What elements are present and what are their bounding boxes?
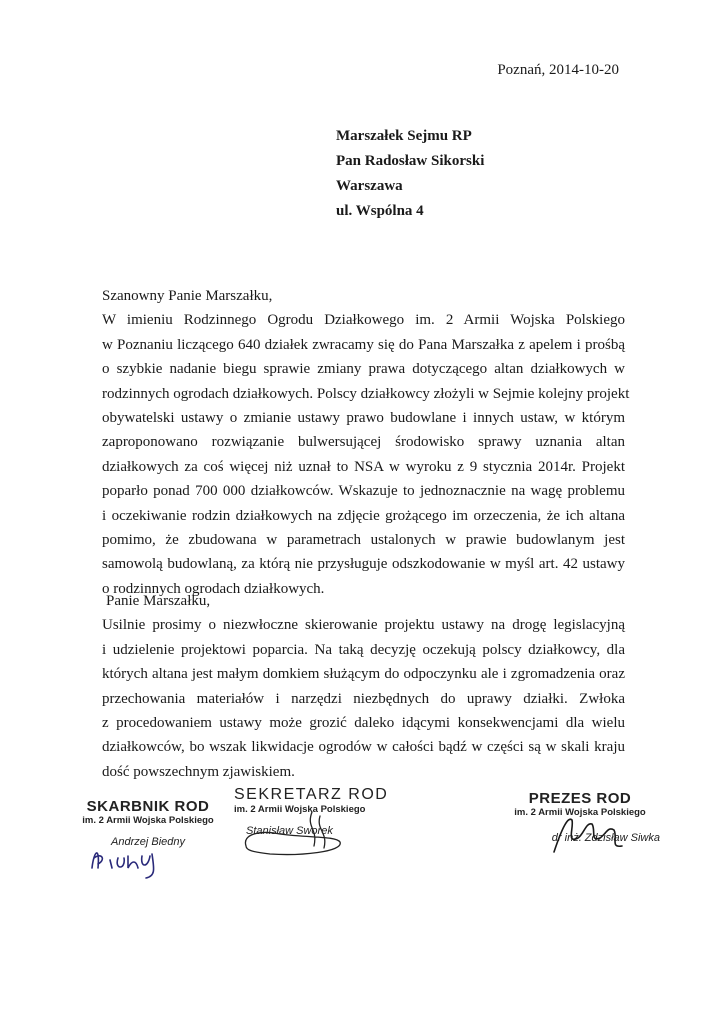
letter-body-part2 [102, 589, 625, 784]
stamp-title: SEKRETARZ ROD [234, 786, 389, 803]
paragraph-line: działkowców, bo wszak likwidacje ogrodów w całości bądź w części są w skali kraju [102, 739, 625, 756]
paragraph-line: pomimo, że zbudowana w parametrach ustalonych w prawie budowlanym jest [102, 532, 625, 549]
letter-date: Poznań, 2014-10-20 [497, 62, 619, 78]
paragraph-line: poparło ponad 700 000 działkowców. Wskazuje to jednoznacznie na wagę problemu [102, 483, 625, 500]
paragraph-line: rodzinnych ogrodach działkowych. Polscy działkowcy złożyli w Sejmie kolejny projekt [102, 385, 630, 402]
addressee-line: Warszawa [336, 178, 403, 194]
treasurer-signature [84, 838, 174, 880]
paragraph-line: samowolą budowlaną, za którą nie przysługuje odszkodowanie w myśl art. 42 ustawy [102, 556, 625, 573]
addressee-block [336, 124, 484, 224]
president-signature [548, 808, 628, 858]
paragraph-line: i udzielenie projektowi poparcia. Na taką decyzję oczekują polscy działkowcy, dla [102, 641, 625, 658]
stamp-subtitle: im. 2 Armii Wojska Polskiego [234, 804, 366, 815]
paragraph-line: o szybkie nadanie biegu sprawie zmiany prawa dotyczącego altan działkowych w [102, 361, 625, 378]
paragraph-line: i oczekiwanie rodzin działkowych na zdjęcie grożącego im orzeczenia, że ich altana [102, 507, 625, 524]
paragraph-line: Usilnie prosimy o niezwłoczne skierowanie projektu ustawy na drogę legislacyjną [102, 617, 625, 634]
stamp-name: dr inż. Zdzisław Siwka [551, 832, 660, 844]
addressee-line: Pan Radosław Sikorski [336, 153, 485, 169]
salutation-2: Panie Marszałku, [106, 593, 211, 609]
letter-body-part1 [102, 284, 630, 601]
paragraph-line: których altana jest małym domkiem służącym do odpoczynku ale i zgromadzenia oraz [102, 666, 625, 683]
paragraph-2 [102, 613, 625, 784]
stamp-subtitle: im. 2 Armii Wojska Polskiego [82, 815, 214, 826]
paragraph-line: z procedowaniem ustawy może grozić daleko idącymi konsekwencjami dla wielu [102, 715, 625, 732]
stamp-name: Stanisław Sworek [246, 825, 333, 837]
stamp-title: PREZES ROD [528, 790, 632, 807]
stamp-name: Andrzej Biedny [111, 836, 185, 848]
salutation: Szanowny Panie Marszałku, [102, 288, 273, 304]
paragraph-line: obywatelski ustawy o zmianie ustawy prawo budowlane i innych ustaw, w którym [102, 410, 625, 427]
paragraph-line: przechowania materiałów i narzędzi niezbędnych do uprawy działki. Zwłoka [102, 690, 625, 707]
stamp-subtitle: im. 2 Armii Wojska Polskiego [514, 807, 646, 818]
addressee-line: ul. Wspólna 4 [336, 203, 424, 219]
paragraph-line: działkowych za coś więcej niż uznał to NSA w wyroku z 9 stycznia 2014r. Projekt [102, 458, 625, 475]
paragraph-line: dość powszechnym zjawiskiem. [102, 763, 295, 780]
paragraph-line: zaproponowano rozwiązanie bulwersującej środowisko sprawy uznania altan [102, 434, 625, 451]
paragraph-1 [102, 308, 630, 601]
addressee-line: Marszałek Sejmu RP [336, 128, 472, 144]
secretary-signature [240, 808, 350, 860]
stamp-title: SKARBNIK ROD [86, 798, 210, 815]
paragraph-line: w Poznaniu liczącego 640 działek zwracamy się do Pana Marszałka z apelem i prośbą [102, 336, 625, 353]
paragraph-line: o rodzinnych ogrodach działkowych. [102, 580, 325, 597]
paragraph-line: W imieniu Rodzinnego Ogrodu Działkowego im. 2 Armii Wojska Polskiego [102, 312, 625, 329]
